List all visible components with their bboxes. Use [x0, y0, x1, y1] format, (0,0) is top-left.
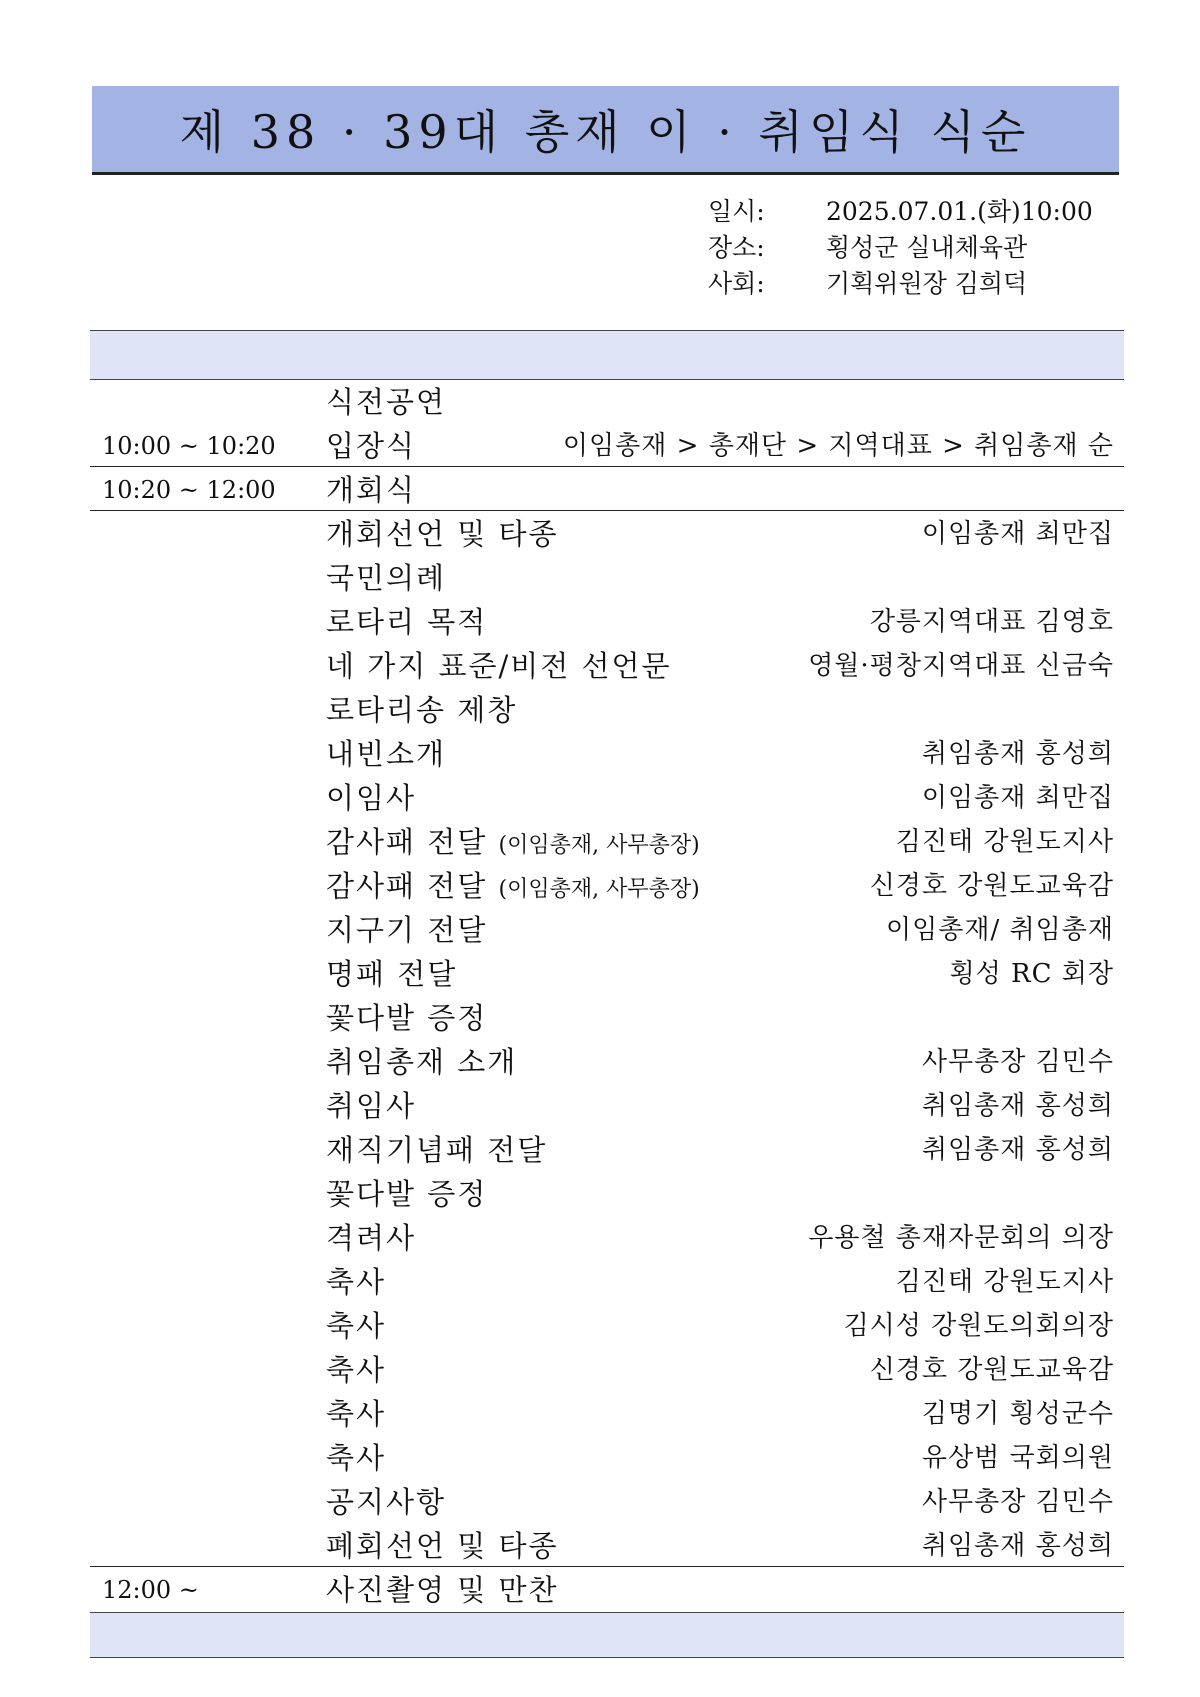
- table-row: [90, 864, 1124, 908]
- item-label: 축사: [326, 1309, 387, 1343]
- time-cell: 10:20 ~ 12:00: [102, 476, 276, 504]
- info-row-date: [708, 194, 1093, 230]
- item-cell: [326, 1436, 386, 1480]
- table-row: [90, 688, 1124, 732]
- table-row: [90, 1216, 1124, 1260]
- person-cell: 영월·평창지역대표 신금숙: [808, 651, 1114, 681]
- person-cell: 우용철 총재자문회의 의장: [808, 1223, 1114, 1253]
- item-cell: [326, 1260, 386, 1304]
- item-cell: [326, 424, 416, 468]
- item-label: 공지사항: [326, 1485, 447, 1519]
- item-label: 사진촬영 및 만찬: [326, 1573, 559, 1607]
- info-row-place: [708, 230, 1093, 266]
- table-row: [90, 644, 1124, 688]
- person-cell: 신경호 강원도교육감: [869, 1355, 1114, 1385]
- item-label: 지구기 전달: [326, 913, 488, 947]
- table-row: [90, 776, 1124, 820]
- item-label: 국민의례: [326, 561, 447, 595]
- info-value: 횡성군 실내체육관: [826, 233, 1028, 262]
- table-header-band: [90, 330, 1124, 380]
- time-cell: 10:00 ~ 10:20: [102, 432, 276, 460]
- table-row: [90, 820, 1124, 864]
- info-label: 장소:: [708, 233, 765, 262]
- item-label: 격려사: [326, 1221, 417, 1255]
- item-label: 폐회선언 및 타종: [326, 1529, 559, 1563]
- person-cell: 취임총재 홍성희: [921, 1135, 1114, 1165]
- item-label: 재직기념패 전달: [326, 1133, 548, 1167]
- table-row: [90, 1128, 1124, 1172]
- item-cell: [326, 688, 517, 732]
- person-cell: 이임총재 최만집: [921, 783, 1114, 813]
- person-cell: 이임총재/ 취임총재: [886, 915, 1114, 945]
- item-cell: [326, 468, 416, 512]
- table-divider: [90, 510, 1124, 511]
- item-label: 명패 전달: [326, 957, 458, 991]
- item-cell: [326, 952, 457, 996]
- item-cell: [326, 1480, 446, 1524]
- item-label: 내빈소개: [326, 737, 447, 771]
- item-cell: [326, 1348, 386, 1392]
- table-row: [90, 1084, 1124, 1128]
- item-cell: [326, 1216, 416, 1260]
- item-cell: [326, 512, 559, 556]
- item-label: 입장식: [326, 429, 417, 463]
- item-cell: [326, 1084, 416, 1128]
- table-footer-band: [90, 1612, 1124, 1658]
- item-label: 감사패 전달: [326, 869, 488, 903]
- person-cell: 취임총재 홍성희: [921, 1091, 1114, 1121]
- person-cell: 김진태 강원도지사: [895, 1267, 1114, 1297]
- item-label: 로타리송 제창: [326, 693, 518, 727]
- time-cell: 12:00 ~: [102, 1576, 199, 1604]
- event-info: [708, 194, 1093, 302]
- person-cell: 취임총재 홍성희: [921, 739, 1114, 769]
- item-label: 꽃다발 증정: [326, 1177, 488, 1211]
- item-cell: [326, 644, 672, 688]
- table-row: [90, 1040, 1124, 1084]
- item-label: 로타리 목적: [326, 605, 488, 639]
- table-row: [90, 512, 1124, 556]
- person-cell: 이임총재 > 총재단 > 지역대표 > 취임총재 순: [562, 431, 1114, 461]
- person-cell: 김시성 강원도의회의장: [843, 1311, 1114, 1341]
- table-row: [90, 1524, 1124, 1568]
- table-row: [90, 468, 1124, 512]
- person-cell: 사무총장 김민수: [921, 1487, 1114, 1517]
- item-label: 취임사: [326, 1089, 417, 1123]
- person-cell: 횡성 RC 회장: [949, 959, 1114, 989]
- page-title: 제 38 · 39대 총재 이 · 취임식 식순: [92, 86, 1119, 175]
- table-row: [90, 952, 1124, 996]
- item-cell: [326, 1568, 559, 1612]
- item-cell: [326, 820, 700, 868]
- item-label: 개회선언 및 타종: [326, 517, 559, 551]
- table-row: [90, 1260, 1124, 1304]
- item-label: 취임총재 소개: [326, 1045, 518, 1079]
- person-cell: 김명기 횡성군수: [921, 1399, 1114, 1429]
- table-row: [90, 1304, 1124, 1348]
- item-cell: [326, 1304, 386, 1348]
- table-row: [90, 424, 1124, 468]
- table-divider: [90, 466, 1124, 467]
- item-label: 축사: [326, 1353, 387, 1387]
- item-cell: [326, 1392, 386, 1436]
- item-label: 식전공연: [326, 385, 447, 419]
- item-note: (이임총재, 사무총장): [498, 877, 700, 902]
- table-row: [90, 380, 1124, 424]
- item-cell: [326, 380, 446, 424]
- person-cell: 취임총재 홍성희: [921, 1531, 1114, 1561]
- item-label: 감사패 전달: [326, 825, 488, 859]
- item-cell: [326, 732, 446, 776]
- person-cell: 사무총장 김민수: [921, 1047, 1114, 1077]
- item-cell: [326, 908, 487, 952]
- item-label: 이임사: [326, 781, 417, 815]
- item-note: (이임총재, 사무총장): [498, 833, 700, 858]
- item-label: 축사: [326, 1397, 387, 1431]
- info-value: 2025.07.01.(화)10:00: [826, 197, 1093, 226]
- info-label: 일시:: [708, 197, 765, 226]
- person-cell: 강릉지역대표 김영호: [869, 607, 1114, 637]
- table-row: [90, 556, 1124, 600]
- table-row: [90, 732, 1124, 776]
- item-cell: [326, 556, 446, 600]
- item-cell: [326, 1172, 487, 1216]
- table-row: [90, 996, 1124, 1040]
- person-cell: 유상범 국회의원: [921, 1443, 1114, 1473]
- table-row: [90, 1568, 1124, 1612]
- item-label: 네 가지 표준/비전 선언문: [326, 649, 672, 683]
- person-cell: 김진태 강원도지사: [895, 827, 1114, 857]
- table-row: [90, 600, 1124, 644]
- info-row-host: [708, 266, 1093, 302]
- table-row: [90, 1480, 1124, 1524]
- table-divider: [90, 1566, 1124, 1567]
- item-cell: [326, 1524, 559, 1568]
- table-row: [90, 1436, 1124, 1480]
- info-label: 사회:: [708, 269, 765, 298]
- item-cell: [326, 996, 487, 1040]
- table-row: [90, 1392, 1124, 1436]
- item-label: 축사: [326, 1441, 387, 1475]
- info-value: 기획위원장 김희덕: [826, 269, 1028, 298]
- item-label: 꽃다발 증정: [326, 1001, 488, 1035]
- item-cell: [326, 1040, 517, 1084]
- item-cell: [326, 600, 487, 644]
- item-cell: [326, 1128, 547, 1172]
- table-row: [90, 908, 1124, 952]
- table-row: [90, 1172, 1124, 1216]
- person-cell: 이임총재 최만집: [921, 519, 1114, 549]
- item-cell: [326, 864, 700, 912]
- table-row: [90, 1348, 1124, 1392]
- item-label: 축사: [326, 1265, 387, 1299]
- person-cell: 신경호 강원도교육감: [869, 871, 1114, 901]
- item-cell: [326, 776, 416, 820]
- item-label: 개회식: [326, 473, 417, 507]
